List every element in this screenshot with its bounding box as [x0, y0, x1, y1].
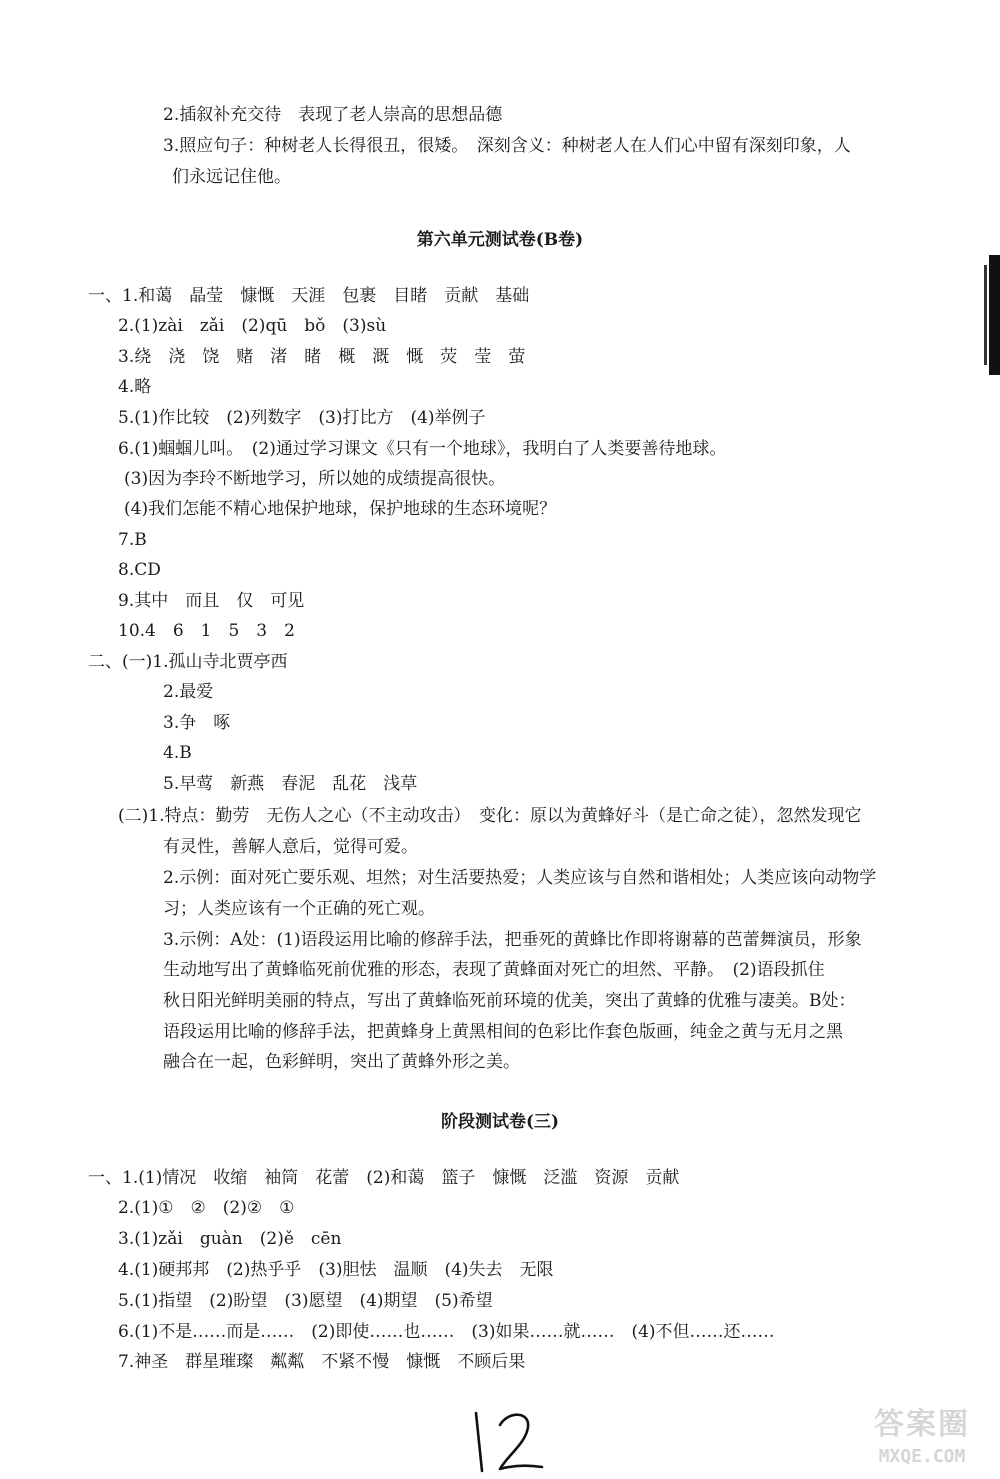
answer-line: (二)1.特点：勤劳 无伤人之心（不主动攻击） 变化：原以为黄蜂好斗（是亡命之徒），忽然发现它 [118, 806, 862, 826]
answer-line: 有灵性，善解人意后，觉得可爱。 [163, 837, 418, 857]
answer-line: 们永远记住他。 [172, 167, 291, 187]
answer-line: 8.CD [118, 560, 161, 580]
answer-line: 2.最爱 [163, 682, 214, 702]
answer-line: 5.早莺 新燕 春泥 乱花 浅草 [163, 774, 418, 794]
answer-line: 5.(1)作比较 (2)列数字 (3)打比方 (4)举例子 [118, 408, 486, 428]
answer-line: 2.示例：面对死亡要乐观、坦然；对生活要热爱；人类应该与自然和谐相处；人类应该向动物学 [163, 868, 877, 888]
answer-line: (3)因为李玲不断地学习，所以她的成绩提高很快。 [124, 469, 506, 489]
handwritten-page-number [462, 1405, 552, 1475]
answer-line: 4.(1)硬邦邦 (2)热乎乎 (3)胆怯 温顺 (4)失去 无限 [118, 1260, 554, 1280]
answer-line: 融合在一起，色彩鲜明，突出了黄蜂外形之美。 [163, 1052, 520, 1072]
page-edge-mark [984, 255, 1000, 375]
watermark-logo [852, 1405, 992, 1473]
answer-line: 2.(1)① ② (2)② ① [118, 1198, 295, 1218]
answer-line: 3.示例：A处：(1)语段运用比喻的修辞手法，把垂死的黄蜂比作即将谢幕的芭蕾舞演员，形象 [163, 930, 862, 950]
watermark-top-text: 答案圈 [874, 1407, 970, 1442]
edge-bar [989, 255, 1000, 375]
answer-line: 4.B [163, 743, 192, 763]
answer-line: 3.(1)zǎi guàn (2)ě cēn [118, 1229, 342, 1249]
answer-line: 2.(1)zài zǎi (2)qū bǒ (3)sù [118, 316, 387, 336]
answer-line: 5.(1)指望 (2)盼望 (3)愿望 (4)期望 (5)希望 [118, 1291, 493, 1311]
answer-line: 习；人类应该有一个正确的死亡观。 [163, 899, 435, 919]
handwritten-12-drawing [462, 1405, 552, 1475]
answer-line: 7.神圣 群星璀璨 粼粼 不紧不慢 慷慨 不顾后果 [118, 1352, 526, 1372]
answer-line: 7.B [118, 530, 147, 550]
answer-line: 一、1.和蔼 晶莹 慷慨 天涯 包裹 目睹 贡献 基础 [88, 286, 530, 306]
answer-line: 二、(一)1.孤山寺北贾亭西 [88, 652, 288, 672]
answer-line: 语段运用比喻的修辞手法，把黄蜂身上黄黑相间的色彩比作套色版画，纯金之黄与无月之黑 [163, 1022, 843, 1042]
answer-line: 3.照应句子：种树老人长得很丑，很矮。 深刻含义：种树老人在人们心中留有深刻印象，人 [163, 136, 851, 156]
answer-line: 生动地写出了黄蜂临死前优雅的形态，表现了黄蜂面对死亡的坦然、平静。 (2)语段抓住 [163, 960, 825, 980]
watermark-bottom-text: MXQE.COM [878, 1446, 966, 1467]
answer-line: 10.4 6 1 5 3 2 [118, 621, 295, 641]
answer-line: 9.其中 而且 仅 可见 [118, 591, 305, 611]
answer-line: 2.插叙补充交待 表现了老人崇高的思想品德 [163, 105, 503, 125]
edge-tick [984, 265, 987, 365]
answer-line: 一、1.(1)情况 收缩 袖筒 花蕾 (2)和蔼 篮子 慷慨 泛滥 资源 贡献 [88, 1168, 680, 1188]
section-title-stage: 阶段测试卷(三) [440, 1112, 560, 1132]
answer-line: 3.争 啄 [163, 713, 231, 733]
answer-line: 3.绕 浇 饶 赌 渚 睹 概 溉 慨 荧 莹 萤 [118, 347, 526, 367]
answer-line: 4.略 [118, 377, 152, 397]
section-title-b: 第六单元测试卷(B卷) [416, 230, 584, 250]
answer-line: 6.(1)不是……而是…… (2)即使……也…… (3)如果……就…… (4)不但……还…… [118, 1322, 775, 1342]
answer-line: (4)我们怎能不精心地保护地球，保护地球的生态环境呢？ [124, 499, 557, 519]
answer-line: 6.(1)蝈蝈儿叫。 (2)通过学习课文《只有一个地球》，我明白了人类要善待地球。 [118, 439, 727, 459]
answer-line: 秋日阳光鲜明美丽的特点，写出了黄蜂临死前环境的优美，突出了黄蜂的优雅与凄美。B处： [163, 991, 856, 1011]
